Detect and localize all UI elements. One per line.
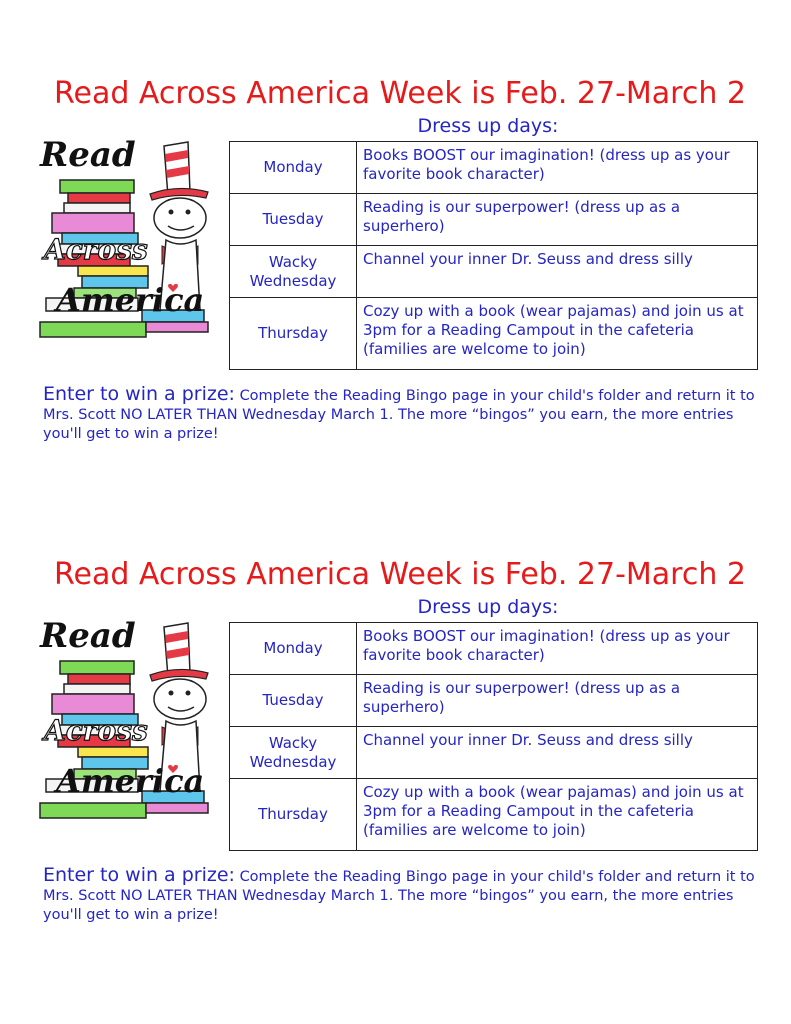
prize-paragraph <box>43 385 758 444</box>
description-cell: Channel your inner Dr. Seuss and dress silly <box>357 727 758 779</box>
logo-word-america: America <box>56 762 205 800</box>
day-cell: Tuesday <box>230 194 357 246</box>
logo-word-across: Across <box>44 714 148 747</box>
description-cell: Reading is our superpower! (dress up as a superhero) <box>357 194 758 246</box>
description-cell: Cozy up with a book (wear pajamas) and join us at 3pm for a Reading Campout in the cafeteria (families are welcome to join) <box>357 298 758 370</box>
page-title: Read Across America Week is Feb. 27-March 2 <box>53 557 746 592</box>
table-row <box>230 246 758 298</box>
day-cell: Monday <box>230 623 357 675</box>
day-cell: Tuesday <box>230 675 357 727</box>
table-row <box>230 623 758 675</box>
dress-up-days-heading: Dress up days: <box>417 115 559 137</box>
prize-lead: Enter to win a prize: <box>43 864 235 886</box>
table-row <box>230 779 758 851</box>
logo-word-read: Read <box>40 616 136 656</box>
logo-word-america: America <box>56 281 205 319</box>
day-cell: Wacky Wednesday <box>230 246 357 298</box>
prize-lead: Enter to win a prize: <box>43 383 235 405</box>
description-cell: Books BOOST our imagination! (dress up as your favorite book character) <box>357 623 758 675</box>
day-cell: Monday <box>230 142 357 194</box>
read-across-america-logo <box>38 136 212 356</box>
table-row <box>230 675 758 727</box>
day-cell: Thursday <box>230 779 357 851</box>
logo-word-across: Across <box>44 233 148 266</box>
table-row <box>230 194 758 246</box>
dress-up-days-table <box>229 622 758 851</box>
description-cell: Books BOOST our imagination! (dress up as your favorite book character) <box>357 142 758 194</box>
prize-paragraph <box>43 866 758 925</box>
page-title: Read Across America Week is Feb. 27-March 2 <box>53 76 746 111</box>
prize-text: Complete the Reading Bingo page in your child's folder and return it to Mrs. Scott NO LATER THAN Wednesday March 1. The more “bingos” you earn, the more entries you'll get to win a prize! <box>43 388 755 442</box>
read-across-america-logo <box>38 617 212 837</box>
table-row <box>230 298 758 370</box>
dress-up-days-heading: Dress up days: <box>417 596 559 618</box>
logo-word-read: Read <box>40 135 136 175</box>
description-cell: Cozy up with a book (wear pajamas) and join us at 3pm for a Reading Campout in the cafeteria (families are welcome to join) <box>357 779 758 851</box>
day-cell: Wacky Wednesday <box>230 727 357 779</box>
table-row <box>230 142 758 194</box>
prize-text: Complete the Reading Bingo page in your child's folder and return it to Mrs. Scott NO LATER THAN Wednesday March 1. The more “bingos” you earn, the more entries you'll get to win a prize! <box>43 869 755 923</box>
day-cell: Thursday <box>230 298 357 370</box>
description-cell: Reading is our superpower! (dress up as a superhero) <box>357 675 758 727</box>
dress-up-days-table <box>229 141 758 370</box>
table-row <box>230 727 758 779</box>
description-cell: Channel your inner Dr. Seuss and dress silly <box>357 246 758 298</box>
